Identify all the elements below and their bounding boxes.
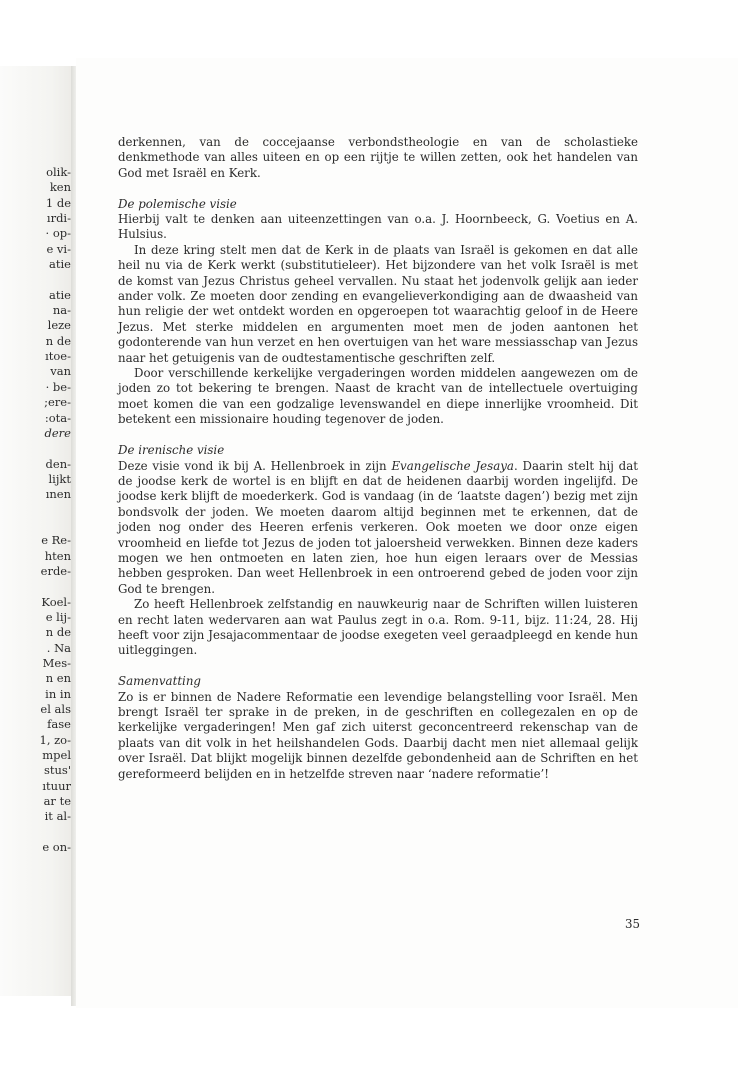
previous-page-line: ;ere- bbox=[44, 395, 71, 410]
previous-page-line: el als bbox=[40, 702, 71, 717]
previous-page-line: e Re- bbox=[41, 533, 71, 548]
previous-page-text-fragments bbox=[0, 165, 71, 855]
page-number: 35 bbox=[624, 917, 640, 931]
previous-page-line: atie bbox=[49, 287, 71, 302]
previous-page-line: leze bbox=[47, 318, 71, 333]
main-text-column bbox=[118, 135, 638, 782]
previous-page-line: van bbox=[50, 364, 71, 379]
line-gap bbox=[0, 272, 71, 287]
paragraph: Zo is er binnen de Nadere Reformatie een levendige belangstelling voor Israël. Men brengt Israël ter sprake in de preken, in de geschriften en collegezalen en op de kerkelijke vergaderingen! Men gaf zich uiterst geconcentreerd rekenschap van de plaats van dit volk in het heilshandelen Gods. Daarbij dacht men niet allemaal gelijk over Israël. Dat blijkt mogelijk binnen dezelfde gebondenheid aan de Schriften en het gereformeerd belijden en in hetzelfde streven naar ‘nadere reformatie’! bbox=[118, 689, 638, 781]
line-gap bbox=[0, 441, 71, 456]
section-irenische-visie bbox=[118, 443, 638, 659]
previous-page-line: ar te bbox=[43, 794, 71, 809]
previous-page-line: olik- bbox=[46, 165, 71, 179]
previous-page-line: · be- bbox=[45, 379, 71, 394]
line-gap bbox=[0, 825, 71, 840]
section-heading: Samenvatting bbox=[118, 674, 201, 689]
previous-page-line: it al- bbox=[44, 809, 71, 824]
book-title: Evangelische Jesaya bbox=[391, 458, 514, 473]
previous-page-line: · op- bbox=[45, 226, 71, 241]
previous-page-line: in in bbox=[45, 686, 71, 701]
previous-page-line: . Na bbox=[46, 640, 71, 655]
text-run: Deze visie vond ik bij A. Hellenbroek in zijn bbox=[118, 458, 392, 473]
previous-page-line: fase bbox=[47, 717, 71, 732]
section-heading: De polemische visie bbox=[118, 196, 237, 211]
previous-page-line: 1, zo- bbox=[39, 732, 71, 747]
paragraph: Door verschillende kerkelijke vergaderingen worden middelen aangewezen om de joden zo tot bekering te brengen. Naast de kracht van de intellectuele overtuiging moet komen die van een godzalige levenswandel en diepe innerlijke vroomheid. Dit betekent een missionaire houding tegenover de joden. bbox=[118, 366, 638, 427]
previous-page-line: :ota- bbox=[44, 410, 71, 425]
previous-page-line: ınen bbox=[45, 487, 71, 502]
previous-page-line: Mes- bbox=[42, 656, 71, 670]
previous-page-line: erde- bbox=[40, 563, 71, 578]
previous-page-line: atie bbox=[49, 257, 71, 272]
previous-page-line: n en bbox=[45, 671, 71, 686]
line-gap bbox=[0, 503, 71, 518]
previous-page-line: e on- bbox=[42, 840, 71, 855]
previous-page-line: na- bbox=[52, 303, 71, 318]
previous-page-line: stus' bbox=[44, 763, 71, 778]
previous-page-line: n de bbox=[45, 333, 71, 348]
paragraph bbox=[118, 459, 638, 598]
previous-page-line: den- bbox=[45, 456, 71, 471]
previous-page-line: ıtuur bbox=[42, 778, 71, 793]
previous-page-line: dere bbox=[44, 425, 71, 440]
intro-paragraph: derkennen, van de coccejaanse verbondstheologie en van de scholastieke denkmethode van alles uiteen en op een rijtje te willen zetten, ook het handelen van God met Israël en Kerk. bbox=[118, 135, 638, 180]
previous-page-line: Koel- bbox=[41, 594, 71, 609]
text-run: . Daarin stelt hij dat de joodse kerk de wortel is en blijft en dat de heidenen daarbij worden ingelijfd. De joodse kerk blijft de moederkerk. God is vandaag (in de ‘laatste dagen’) bezig met zijn bondsvolk der joden. We moeten daarom altijd beginnen met te erkennen, dat de joden nog onder des Heeren erfenis verkeren. Ook moeten we door onze eigen vroomheid en liefde tot Jezus de joden tot jaloersheid verwekken. Binnen deze kaders mogen we hen ontmoeten en laten zien, hoe hun eigen leraars over de Messias hebben gesproken. Dan weet Hellenbroek in een ontroerend gebed de joden voor zijn God te brengen. bbox=[118, 458, 639, 596]
previous-page-line: 1 de bbox=[45, 195, 71, 210]
previous-page-line: ırdi- bbox=[46, 211, 71, 226]
previous-page-line: e lij- bbox=[45, 609, 71, 624]
previous-page-line: n de bbox=[45, 625, 71, 640]
paragraph: Hierbij valt te denken aan uiteenzettingen van o.a. J. Hoornbeeck, G. Voetius en A. Hulsius. bbox=[118, 212, 638, 242]
previous-page-line: hten bbox=[44, 548, 71, 563]
line-gap bbox=[0, 518, 71, 533]
previous-page-line: mpel bbox=[42, 748, 71, 763]
section-samenvatting bbox=[118, 674, 638, 782]
line-gap bbox=[0, 579, 71, 594]
section-heading: De irenische visie bbox=[118, 443, 225, 458]
previous-page-line: ıtoe- bbox=[45, 349, 71, 364]
previous-page-line: e vi- bbox=[46, 241, 71, 256]
paragraph: In deze kring stelt men dat de Kerk in de plaats van Israël is gekomen en dat alle heil nu via de Kerk werkt (substitutieleer). Het bijzondere van het volk Israël is met de komst van Jezus Christus geheel vervallen. Nu staat het jodenvolk gelijk aan ieder ander volk. Ze moeten door zending en evangelieverkondiging aan de dwaasheid van hun religie der wet ontdekt worden en opgeroepen tot waarachtig geloof in de Heere Jezus. Met sterke middelen en argumenten moet men de joden aantonen het godonterende van hun verzet en hen overtuigen van het ware messiasschap van Jezus naar het getuigenis van de oudtestamentische geschriften zelf. bbox=[118, 242, 638, 365]
previous-page-line: ken bbox=[49, 180, 71, 195]
section-polemische-visie bbox=[118, 197, 638, 428]
paragraph: Zo heeft Hellenbroek zelfstandig en nauwkeurig naar de Schriften willen luisteren en recht laten wedervaren aan wat Paulus zegt in o.a. Rom. 9-11, bijz. 11:24, 28. Hij heeft voor zijn Jesajacommentaar de joodse exegeten veel geraadpleegd en kende hun uitleggingen. bbox=[118, 597, 638, 658]
previous-page-line: lijkt bbox=[48, 471, 71, 486]
